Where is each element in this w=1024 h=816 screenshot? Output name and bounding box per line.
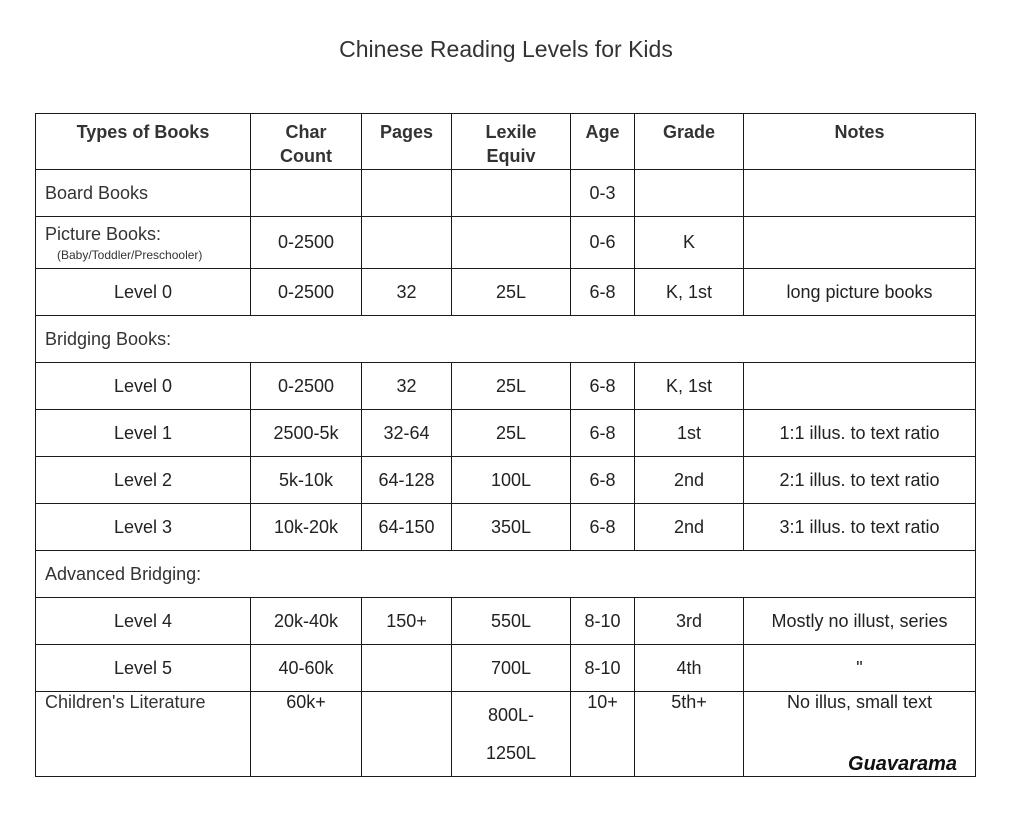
grade-cell: 3rd bbox=[635, 598, 744, 645]
pages-cell: 150+ bbox=[362, 598, 452, 645]
col-header-char-count: Char Count bbox=[251, 114, 362, 170]
col-header-pages: Pages bbox=[362, 114, 452, 170]
char-count-cell bbox=[251, 170, 362, 217]
char-count-cell: 60k+ bbox=[251, 692, 362, 777]
section-label: Advanced Bridging: bbox=[36, 551, 976, 598]
pages-cell: 64-150 bbox=[362, 504, 452, 551]
notes-cell bbox=[744, 170, 976, 217]
pages-cell bbox=[362, 217, 452, 269]
char-count-cell: 40-60k bbox=[251, 645, 362, 692]
table-row bbox=[36, 410, 976, 457]
header-row bbox=[36, 114, 976, 170]
age-cell: 6-8 bbox=[571, 363, 635, 410]
lexile-cell: 550L bbox=[452, 598, 571, 645]
col-header-age: Age bbox=[571, 114, 635, 170]
row-label: Level 0 bbox=[36, 269, 251, 316]
notes-cell: 3:1 illus. to text ratio bbox=[744, 504, 976, 551]
age-cell: 6-8 bbox=[571, 504, 635, 551]
notes-cell: No illus, small text Guavarama bbox=[744, 692, 976, 777]
row-label: Level 0 bbox=[36, 363, 251, 410]
age-cell: 8-10 bbox=[571, 645, 635, 692]
pages-cell: 32 bbox=[362, 363, 452, 410]
lexile-cell: 350L bbox=[452, 504, 571, 551]
lexile-cell: 800L- 1250L bbox=[452, 692, 571, 777]
notes-cell: 1:1 illus. to text ratio bbox=[744, 410, 976, 457]
age-cell: 0-3 bbox=[571, 170, 635, 217]
pages-cell: 64-128 bbox=[362, 457, 452, 504]
age-cell: 6-8 bbox=[571, 269, 635, 316]
lexile-cell bbox=[452, 217, 571, 269]
char-count-cell: 10k-20k bbox=[251, 504, 362, 551]
table-row bbox=[36, 170, 976, 217]
lexile-cell bbox=[452, 170, 571, 217]
row-label: Level 1 bbox=[36, 410, 251, 457]
row-label: Level 3 bbox=[36, 504, 251, 551]
notes-cell bbox=[744, 363, 976, 410]
lexile-cell: 100L bbox=[452, 457, 571, 504]
pages-cell: 32 bbox=[362, 269, 452, 316]
grade-cell bbox=[635, 170, 744, 217]
col-header-grade: Grade bbox=[635, 114, 744, 170]
section-row bbox=[36, 551, 976, 598]
char-count-cell: 20k-40k bbox=[251, 598, 362, 645]
lexile-cell: 25L bbox=[452, 269, 571, 316]
pages-cell: 32-64 bbox=[362, 410, 452, 457]
table-row bbox=[36, 457, 976, 504]
notes-cell: " bbox=[744, 645, 976, 692]
char-count-cell: 0-2500 bbox=[251, 269, 362, 316]
brand-watermark: Guavarama bbox=[848, 753, 957, 775]
grade-cell: 4th bbox=[635, 645, 744, 692]
pages-cell bbox=[362, 692, 452, 777]
table-row bbox=[36, 269, 976, 316]
notes-cell: Mostly no illust, series bbox=[744, 598, 976, 645]
row-label: Level 2 bbox=[36, 457, 251, 504]
row-label: Children's Literature bbox=[36, 692, 251, 777]
grade-cell: K bbox=[635, 217, 744, 269]
lexile-cell: 700L bbox=[452, 645, 571, 692]
row-label: Level 5 bbox=[36, 645, 251, 692]
table-row bbox=[36, 217, 976, 269]
reading-levels-table bbox=[35, 113, 976, 777]
table-row bbox=[36, 363, 976, 410]
col-header-types: Types of Books bbox=[36, 114, 251, 170]
grade-cell: K, 1st bbox=[635, 269, 744, 316]
row-label: Board Books bbox=[36, 170, 251, 217]
section-label: Bridging Books: bbox=[36, 316, 976, 363]
notes-cell: 2:1 illus. to text ratio bbox=[744, 457, 976, 504]
lexile-cell: 25L bbox=[452, 363, 571, 410]
age-cell: 0-6 bbox=[571, 217, 635, 269]
grade-cell: 2nd bbox=[635, 457, 744, 504]
age-cell: 10+ bbox=[571, 692, 635, 777]
notes-cell: long picture books bbox=[744, 269, 976, 316]
notes-cell bbox=[744, 217, 976, 269]
table-row bbox=[36, 645, 976, 692]
table-row bbox=[36, 598, 976, 645]
table-row bbox=[36, 692, 976, 777]
pages-cell bbox=[362, 645, 452, 692]
char-count-cell: 0-2500 bbox=[251, 363, 362, 410]
char-count-cell: 5k-10k bbox=[251, 457, 362, 504]
page-title: Chinese Reading Levels for Kids bbox=[339, 36, 673, 62]
lexile-cell: 25L bbox=[452, 410, 571, 457]
col-header-lexile: Lexile Equiv bbox=[452, 114, 571, 170]
grade-cell: K, 1st bbox=[635, 363, 744, 410]
age-cell: 6-8 bbox=[571, 457, 635, 504]
char-count-cell: 2500-5k bbox=[251, 410, 362, 457]
row-label: Level 4 bbox=[36, 598, 251, 645]
age-cell: 8-10 bbox=[571, 598, 635, 645]
row-label: Picture Books: (Baby/Toddler/Preschooler) bbox=[36, 217, 251, 269]
age-cell: 6-8 bbox=[571, 410, 635, 457]
grade-cell: 1st bbox=[635, 410, 744, 457]
row-sublabel: (Baby/Toddler/Preschooler) bbox=[57, 247, 203, 262]
section-row bbox=[36, 316, 976, 363]
col-header-notes: Notes bbox=[744, 114, 976, 170]
grade-cell: 2nd bbox=[635, 504, 744, 551]
grade-cell: 5th+ bbox=[635, 692, 744, 777]
table-row bbox=[36, 504, 976, 551]
char-count-cell: 0-2500 bbox=[251, 217, 362, 269]
pages-cell bbox=[362, 170, 452, 217]
